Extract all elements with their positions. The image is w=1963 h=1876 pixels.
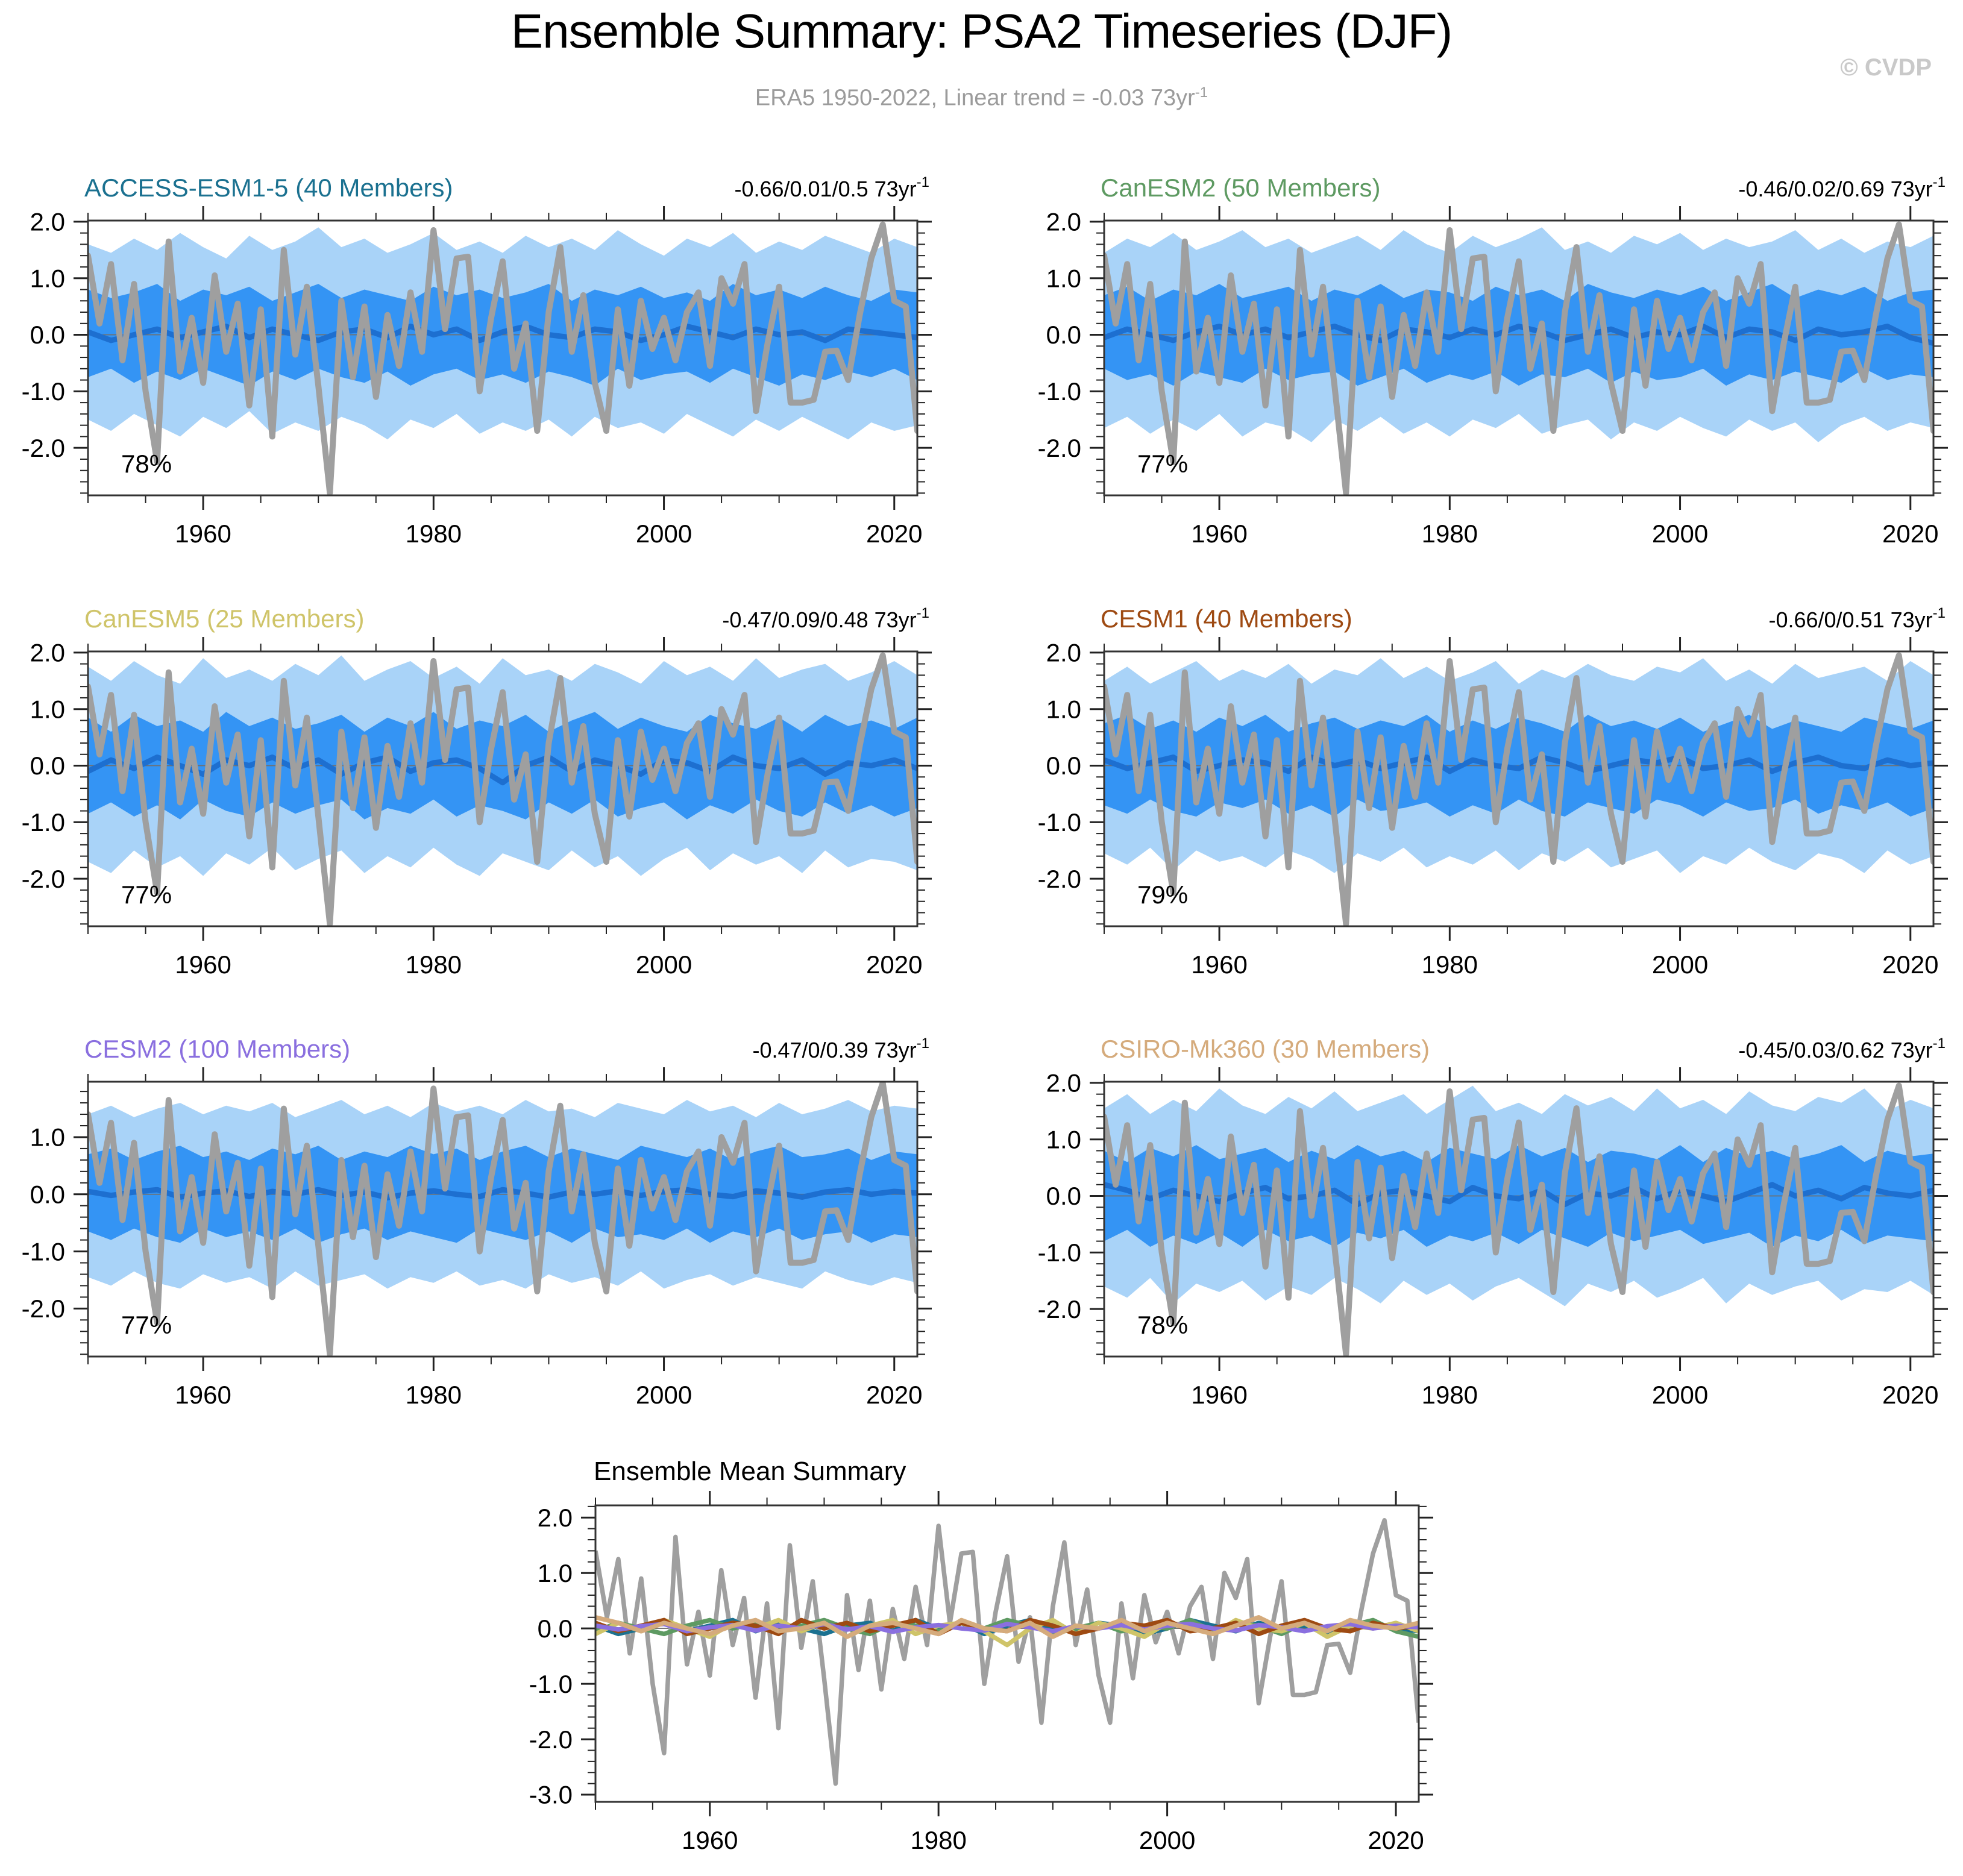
y-axis-tick-label: -2.0 [1037,1294,1081,1323]
y-axis-tick-label: -2.0 [21,864,65,893]
obs-line [595,1520,1419,1784]
x-axis-tick-label: 1960 [175,1381,231,1409]
y-axis-tick-label: 1.0 [1046,264,1081,293]
x-axis-tick-label: 2020 [866,519,923,548]
x-axis-tick-label: 1960 [175,519,231,548]
y-axis-tick-label: 1.0 [537,1558,573,1587]
x-axis-tick-label: 2020 [1882,950,1939,979]
x-axis-tick-label: 2000 [635,950,693,979]
agreement-percentage-label: 77% [121,1311,172,1339]
y-axis-tick-label: 0.0 [30,751,65,780]
panel-ensemble-mean-summary [529,1457,1433,1854]
y-axis-tick-label: 2.0 [30,207,65,236]
y-axis-tick-label: -2.0 [1037,433,1081,462]
x-axis-tick-label: 1960 [1191,519,1248,548]
y-axis-tick-label: -2.0 [529,1725,573,1754]
y-axis-tick-label: 1.0 [30,1123,65,1152]
y-axis-tick-label: 1.0 [1046,695,1081,724]
panel-access-esm1-5 [22,174,932,548]
panel-cesm2 [22,1035,932,1409]
x-axis-tick-label: 1980 [910,1826,967,1854]
panel-cesm1 [1038,604,1948,979]
x-axis-tick-label: 1960 [682,1826,738,1854]
y-axis-tick-label: 0.0 [537,1614,573,1643]
trend-label: -0.66/0/0.51 $73yr^{-1}$ [1768,605,1946,632]
y-axis-tick-label: -1.0 [1037,1238,1081,1267]
trend-label: -0.66/0.01/0.5 $73yr^{-1}$ [734,174,929,201]
x-axis-tick-label: 2020 [1368,1826,1424,1854]
x-axis-tick-label: 2000 [1139,1826,1196,1854]
agreement-percentage-label: 77% [121,880,172,909]
panel-title: CanESM2 (50 Members) [1101,174,1381,202]
y-axis-tick-label: 0.0 [30,321,65,350]
x-axis-tick-label: 2000 [635,519,693,548]
trend-label: -0.46/0.02/0.69 $73yr^{-1}$ [1738,174,1946,201]
agreement-percentage-label: 77% [1137,450,1189,478]
cvdp-watermark: © CVDP [1840,54,1932,81]
y-axis-tick-label: -1.0 [529,1669,573,1698]
x-axis-tick-label: 1980 [405,950,462,979]
y-axis-tick-label: 0.0 [1046,321,1081,350]
y-axis-tick-label: -2.0 [1037,864,1081,893]
panel-canesm5 [22,604,932,979]
y-axis-tick-label: 1.0 [30,264,65,293]
x-axis-tick-label: 1980 [405,1381,462,1409]
x-axis-tick-label: 2020 [1882,519,1939,548]
y-axis-tick-label: -1.0 [21,808,65,837]
panel-title: CanESM5 (25 Members) [84,604,365,633]
y-axis-tick-label: 2.0 [1046,207,1081,236]
y-axis-tick-label: 1.0 [1046,1125,1081,1154]
figure-title: Ensemble Summary: PSA2 Timeseries (DJF) [510,4,1453,58]
y-axis-tick-label: -2.0 [21,433,65,462]
x-axis-tick-label: 1960 [1191,1381,1248,1409]
x-axis-tick-label: 1980 [1421,519,1478,548]
y-axis-tick-label: -1.0 [1037,377,1081,406]
y-axis-tick-label: -2.0 [21,1294,65,1323]
x-axis-tick-label: 2020 [866,1381,923,1409]
figure-subtitle-text: ERA5 1950-2022, Linear trend = -0.03 73yr [755,85,1195,111]
y-axis-tick-label: 2.0 [537,1503,573,1532]
y-axis-tick-label: -3.0 [529,1780,573,1809]
plot-frame [595,1505,1419,1802]
y-axis-tick-label: -1.0 [21,1237,65,1266]
agreement-percentage-label: 79% [1137,880,1189,909]
x-axis-tick-label: 2020 [1882,1381,1939,1409]
y-axis-tick-label: 2.0 [1046,1068,1081,1097]
figure-subtitle-exponent: -1 [1195,84,1208,101]
x-axis-tick-label: 2000 [1651,1381,1709,1409]
y-axis-tick-label: -1.0 [1037,808,1081,837]
trend-label: -0.47/0.09/0.48 $73yr^{-1}$ [722,605,929,632]
x-axis-tick-label: 1960 [1191,950,1248,979]
x-axis-tick-label: 2000 [635,1381,693,1409]
x-axis-tick-label: 1980 [1421,950,1478,979]
y-axis-tick-label: 0.0 [30,1180,65,1209]
panel-title: CESM2 (100 Members) [84,1035,351,1063]
summary-panel-title: Ensemble Mean Summary [594,1457,906,1486]
panel-title: CESM1 (40 Members) [1101,604,1352,633]
x-axis-tick-label: 2000 [1651,950,1709,979]
x-axis-tick-label: 1960 [175,950,231,979]
agreement-percentage-label: 78% [121,450,172,478]
x-axis-tick-label: 1980 [405,519,462,548]
trend-label: -0.45/0.03/0.62 $73yr^{-1}$ [1738,1035,1946,1062]
panel-title: ACCESS-ESM1-5 (40 Members) [84,174,453,202]
panel-csiro-mk360 [1038,1035,1948,1409]
x-axis-tick-label: 2020 [866,950,923,979]
y-axis-tick-label: -1.0 [21,377,65,406]
y-axis-tick-label: 0.0 [1046,751,1081,780]
y-axis-tick-label: 2.0 [1046,638,1081,667]
agreement-percentage-label: 78% [1137,1311,1189,1339]
x-axis-tick-label: 2000 [1651,519,1709,548]
y-axis-tick-label: 0.0 [1046,1182,1081,1211]
trend-label: -0.47/0/0.39 $73yr^{-1}$ [752,1035,929,1062]
panel-canesm2 [1038,174,1948,548]
y-axis-tick-label: 2.0 [30,638,65,667]
x-axis-tick-label: 1980 [1421,1381,1478,1409]
y-axis-tick-label: 1.0 [30,695,65,724]
panel-title: CSIRO-Mk360 (30 Members) [1101,1035,1430,1063]
